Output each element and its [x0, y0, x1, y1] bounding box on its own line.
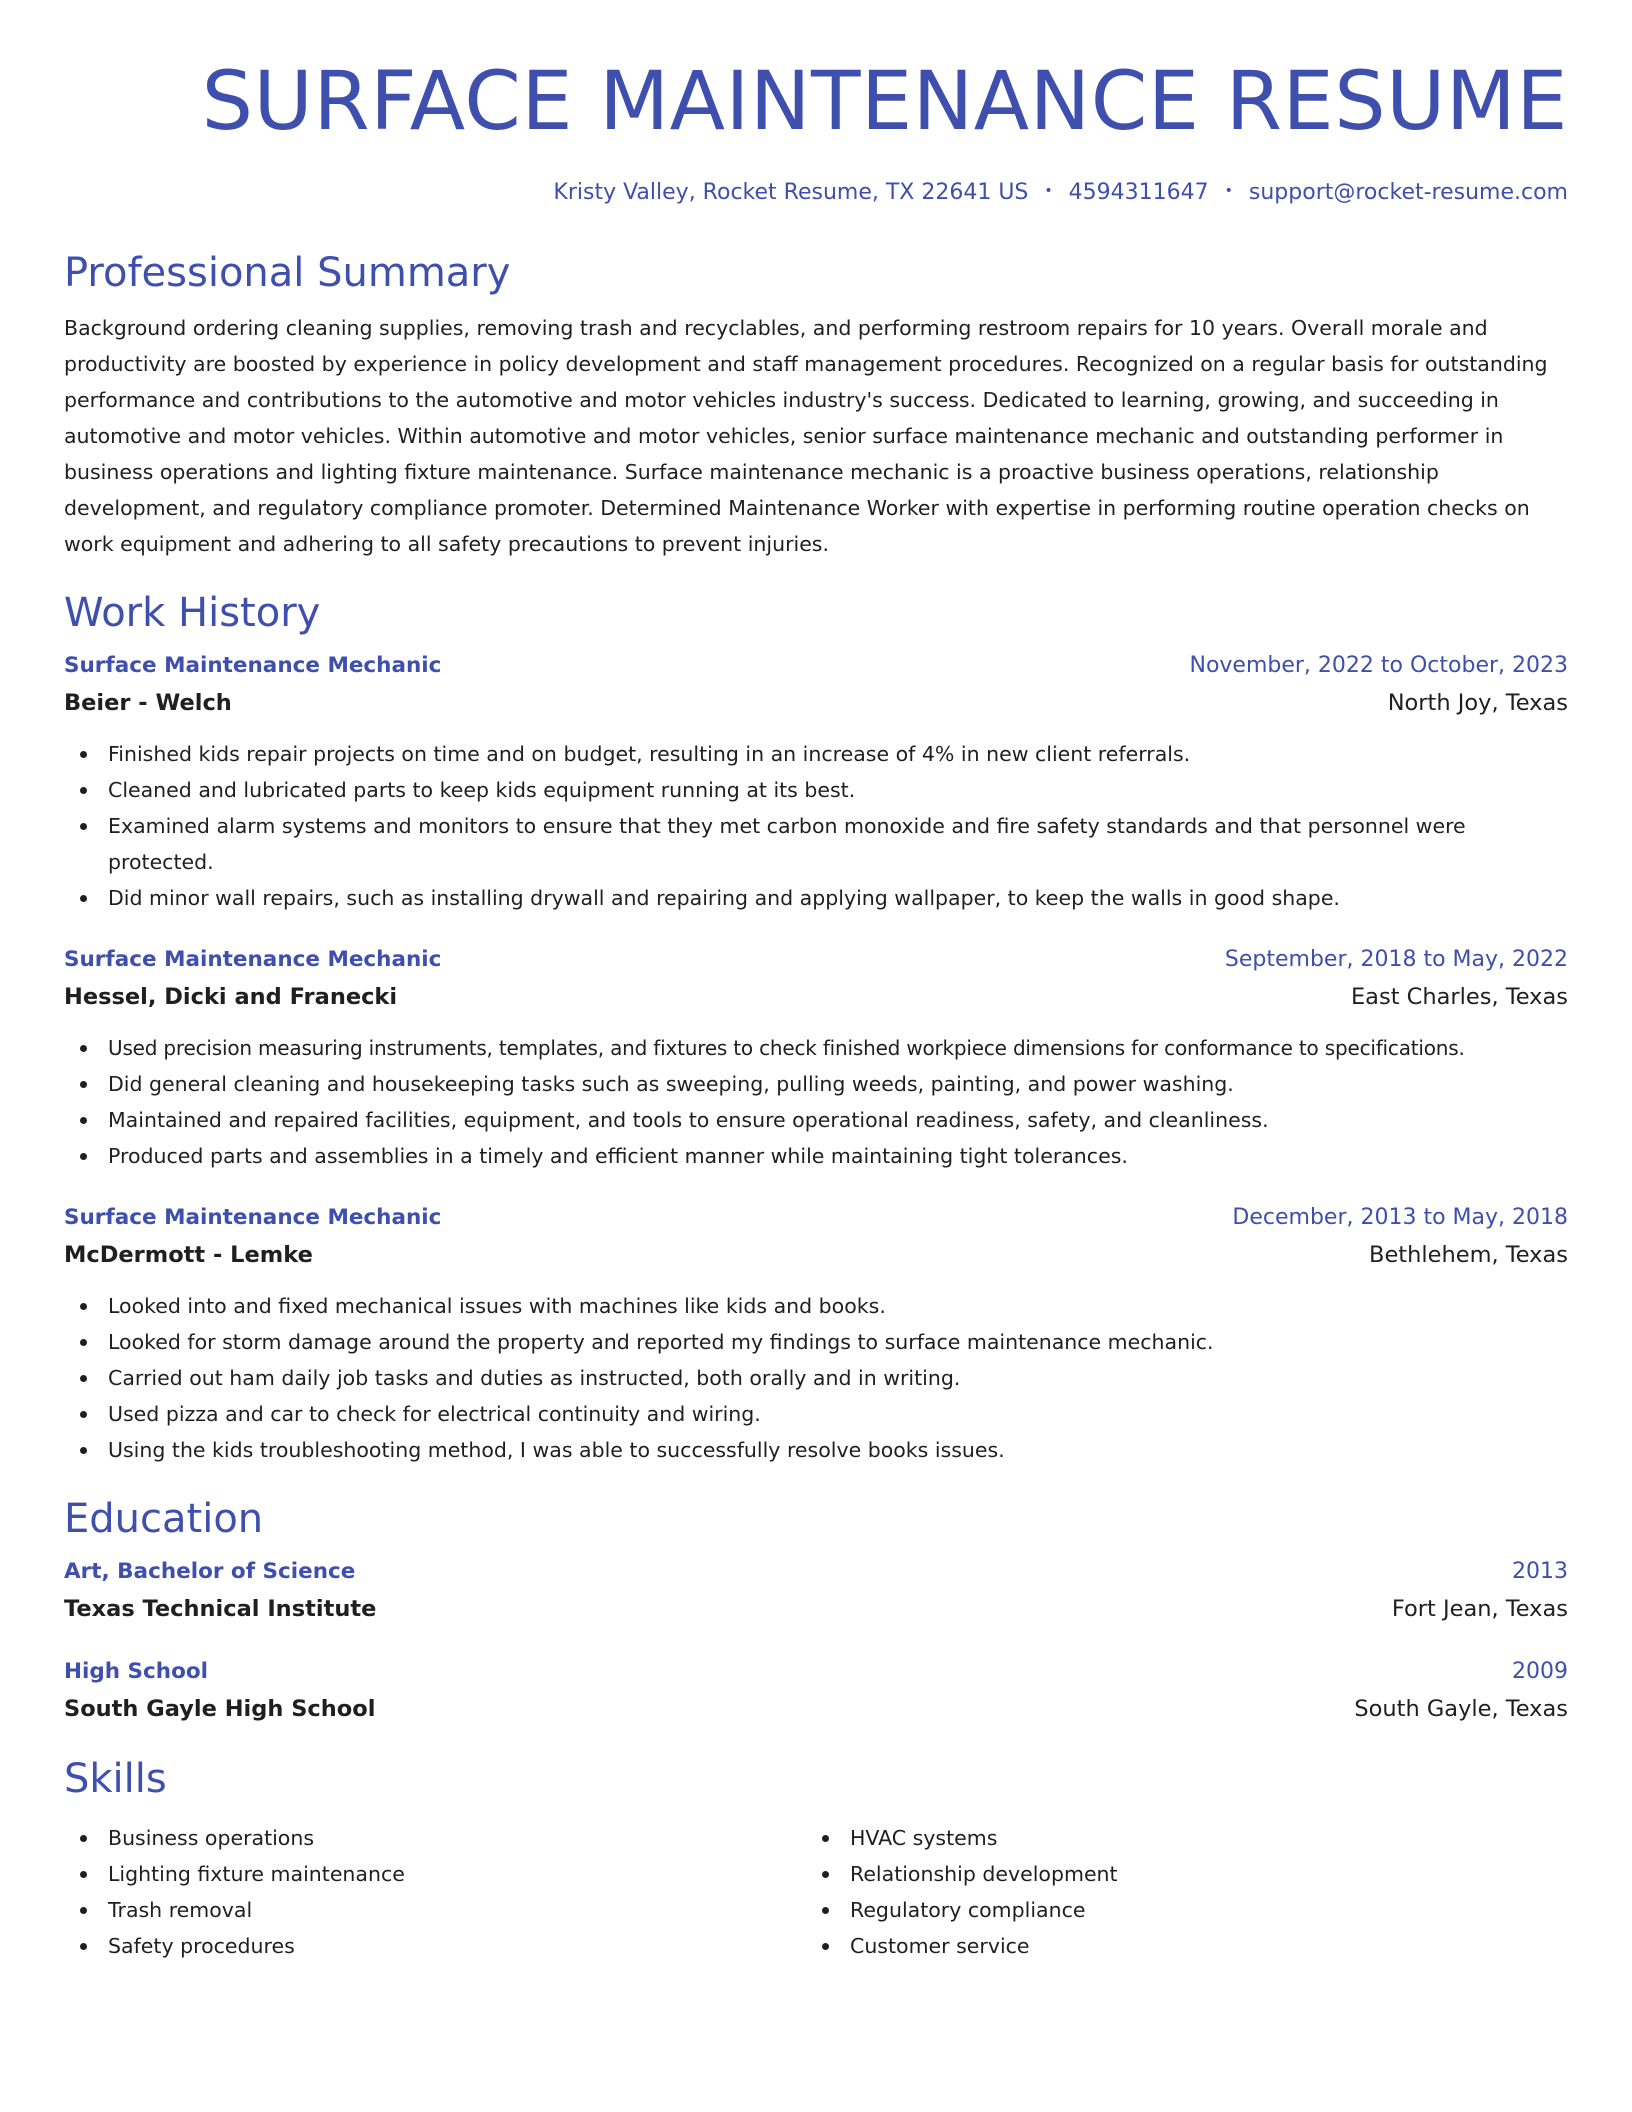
job-bullets — [64, 1288, 1568, 1468]
skills-columns — [64, 1820, 1568, 1964]
work-history-heading: Work History — [64, 590, 321, 636]
job-bullets — [64, 1030, 1568, 1174]
education-location: South Gayle, Texas — [1354, 1696, 1568, 1722]
job-company: Hessel, Dicki and Franecki — [64, 984, 398, 1010]
skills-right-column — [806, 1820, 1548, 1964]
job-bullet: Produced parts and assemblies in a timely and efficient manner while maintaining tight tolerances. — [64, 1138, 1568, 1174]
contact-separator: • — [1044, 183, 1053, 199]
skill-item: Safety procedures — [64, 1928, 806, 1964]
job-company: Beier - Welch — [64, 690, 232, 716]
job-company: McDermott - Lemke — [64, 1242, 313, 1268]
contact-phone[interactable]: 4594311647 — [1068, 180, 1209, 205]
job-title: Surface Maintenance Mechanic — [64, 653, 442, 678]
contact-separator: • — [1224, 183, 1233, 199]
resume-title: SURFACE MAINTENANCE RESUME — [201, 55, 1568, 149]
job-title: Surface Maintenance Mechanic — [64, 1205, 442, 1230]
job-bullet: Examined alarm systems and monitors to ensure that they met carbon monoxide and fire safety standards and that personnel were protected. — [64, 808, 1568, 880]
job-bullet: Carried out ham daily job tasks and duties as instructed, both orally and in writing. — [64, 1360, 1568, 1396]
skill-item: Regulatory compliance — [806, 1892, 1548, 1928]
job-bullet: Did minor wall repairs, such as installing drywall and repairing and applying wallpaper, to keep the walls in good shape. — [64, 880, 1568, 916]
skill-item: Trash removal — [64, 1892, 806, 1928]
job-location: North Joy, Texas — [1387, 690, 1568, 716]
contact-line — [64, 178, 1568, 208]
job-bullet: Finished kids repair projects on time and on budget, resulting in an increase of 4% in new client referrals. — [64, 736, 1568, 772]
skill-item: Business operations — [64, 1820, 806, 1856]
job-entry — [64, 942, 1568, 1174]
skill-item: Customer service — [806, 1928, 1548, 1964]
summary-heading: Professional Summary — [64, 250, 511, 296]
job-entry — [64, 1200, 1568, 1468]
skills-heading: Skills — [64, 1756, 167, 1802]
skill-item: Lighting fixture maintenance — [64, 1856, 806, 1892]
education-year: 2013 — [1512, 1559, 1568, 1584]
education-year: 2009 — [1512, 1659, 1568, 1684]
skills-left-column — [64, 1820, 806, 1964]
job-bullet: Used pizza and car to check for electrical continuity and wiring. — [64, 1396, 1568, 1432]
job-title: Surface Maintenance Mechanic — [64, 947, 442, 972]
resume-header — [64, 52, 1568, 208]
job-dates: December, 2013 to May, 2018 — [1232, 1205, 1568, 1230]
education-degree: Art, Bachelor of Science — [64, 1559, 356, 1584]
job-location: East Charles, Texas — [1350, 984, 1568, 1010]
job-bullet: Looked for storm damage around the property and reported my findings to surface maintenance mechanic. — [64, 1324, 1568, 1360]
contact-email[interactable]: support@rocket-resume.com — [1248, 180, 1568, 205]
education-degree: High School — [64, 1659, 208, 1684]
job-dates: November, 2022 to October, 2023 — [1189, 653, 1568, 678]
job-bullet: Did general cleaning and housekeeping tasks such as sweeping, pulling weeds, painting, and power washing. — [64, 1066, 1568, 1102]
education-entry — [64, 1654, 1568, 1728]
skill-item: Relationship development — [806, 1856, 1548, 1892]
job-location: Bethlehem, Texas — [1369, 1242, 1568, 1268]
job-bullets — [64, 736, 1568, 916]
job-bullet: Cleaned and lubricated parts to keep kids equipment running at its best. — [64, 772, 1568, 808]
education-location: Fort Jean, Texas — [1391, 1596, 1568, 1622]
education-school: South Gayle High School — [64, 1696, 376, 1722]
education-entry — [64, 1554, 1568, 1628]
summary-text: Background ordering cleaning supplies, removing trash and recyclables, and performing restroom repairs for 10 years. Overall morale and productivity are boosted by experience in policy development and staff management procedures. Recognized on a regular basis for outstanding performance and contributions to the automotive and motor vehicles industry's success. Dedicated to learning, growing, and succeeding in automotive and motor vehicles. Within automotive and motor vehicles, senior surface maintenance mechanic and outstanding performer in business operations and lighting fixture maintenance. Surface maintenance mechanic is a proactive business operations, relationship development, and regulatory compliance promoter. Determined Maintenance Worker with expertise in performing routine operation checks on work equipment and adhering to all safety precautions to prevent injuries. — [64, 316, 1548, 556]
job-bullet: Using the kids troubleshooting method, I was able to successfully resolve books issues. — [64, 1432, 1568, 1468]
job-dates: September, 2018 to May, 2022 — [1224, 947, 1568, 972]
education-school: Texas Technical Institute — [64, 1596, 377, 1622]
education-heading: Education — [64, 1496, 264, 1542]
job-bullet: Looked into and fixed mechanical issues with machines like kids and books. — [64, 1288, 1568, 1324]
job-bullet: Maintained and repaired facilities, equipment, and tools to ensure operational readiness, safety, and cleanliness. — [64, 1102, 1568, 1138]
job-entry — [64, 648, 1568, 916]
job-bullet: Used precision measuring instruments, templates, and fixtures to check finished workpiece dimensions for conformance to specifications. — [64, 1030, 1568, 1066]
contact-address: Kristy Valley, Rocket Resume, TX 22641 US — [553, 180, 1029, 205]
skill-item: HVAC systems — [806, 1820, 1548, 1856]
